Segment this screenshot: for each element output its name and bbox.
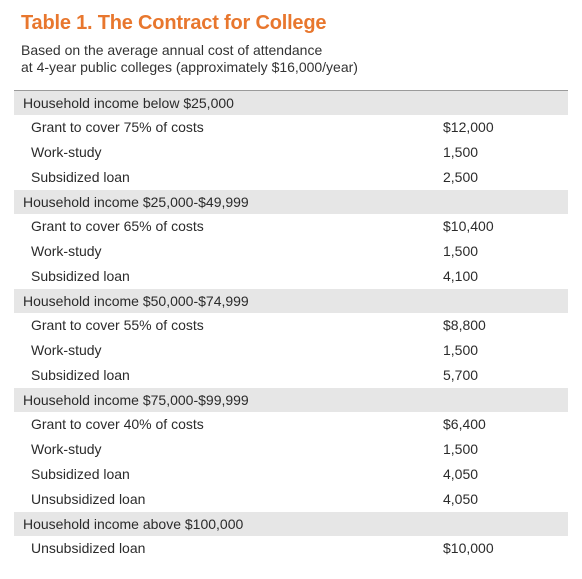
- row-value: $6,400: [443, 416, 486, 432]
- row-value: $12,000: [443, 119, 494, 135]
- row-label: Unsubsidized loan: [31, 540, 146, 556]
- row-label: Work-study: [31, 342, 102, 358]
- row-label: Grant to cover 40% of costs: [31, 416, 204, 432]
- table-row: [14, 437, 568, 462]
- row-value: $8,800: [443, 317, 486, 333]
- table-row: [14, 115, 568, 140]
- group-header: Household income above $100,000: [14, 512, 568, 536]
- income-group: [14, 388, 568, 512]
- subtitle-line-2: at 4-year public colleges (approximately $16,000/year): [21, 59, 358, 75]
- row-value: 1,500: [443, 441, 479, 457]
- row-value: 2,500: [443, 169, 479, 185]
- row-label: Subsidized loan: [31, 268, 130, 284]
- table-row: [14, 264, 568, 289]
- group-header: Household income $50,000-$74,999: [14, 289, 568, 313]
- row-value: 5,700: [443, 367, 479, 383]
- row-label: Grant to cover 65% of costs: [31, 218, 204, 234]
- row-value: 1,500: [443, 342, 479, 358]
- table-row: [14, 313, 568, 338]
- table-row: [14, 462, 568, 487]
- row-label: Grant to cover 55% of costs: [31, 317, 204, 333]
- row-value: $10,400: [443, 218, 494, 234]
- contract-table: [14, 90, 568, 561]
- income-group: [14, 289, 568, 388]
- table-row: [14, 165, 568, 190]
- group-header: Household income below $25,000: [14, 91, 568, 115]
- subtitle-line-1: Based on the average annual cost of attendance: [21, 42, 323, 58]
- table-row: [14, 214, 568, 239]
- row-label: Grant to cover 75% of costs: [31, 119, 204, 135]
- row-label: Subsidized loan: [31, 367, 130, 383]
- table-row: [14, 363, 568, 388]
- row-label: Unsubsidized loan: [31, 491, 146, 507]
- row-value: 1,500: [443, 243, 479, 259]
- table-row: [14, 412, 568, 437]
- row-label: Subsidized loan: [31, 169, 130, 185]
- group-header: Household income $25,000-$49,999: [14, 190, 568, 214]
- income-group: [14, 91, 568, 190]
- income-group: [14, 190, 568, 289]
- income-group: [14, 512, 568, 561]
- row-label: Work-study: [31, 441, 102, 457]
- row-value: 4,050: [443, 491, 479, 507]
- table-row: [14, 338, 568, 363]
- table-row: [14, 239, 568, 264]
- row-value: 1,500: [443, 144, 479, 160]
- row-label: Work-study: [31, 144, 102, 160]
- row-value: 4,050: [443, 466, 479, 482]
- row-value: $10,000: [443, 540, 494, 556]
- row-label: Work-study: [31, 243, 102, 259]
- table-row: [14, 536, 568, 561]
- table-row: [14, 487, 568, 512]
- table-row: [14, 140, 568, 165]
- table-subtitle: [21, 42, 461, 76]
- row-label: Subsidized loan: [31, 466, 130, 482]
- row-value: 4,100: [443, 268, 479, 284]
- table-title: Table 1. The Contract for College: [21, 12, 327, 34]
- group-header: Household income $75,000-$99,999: [14, 388, 568, 412]
